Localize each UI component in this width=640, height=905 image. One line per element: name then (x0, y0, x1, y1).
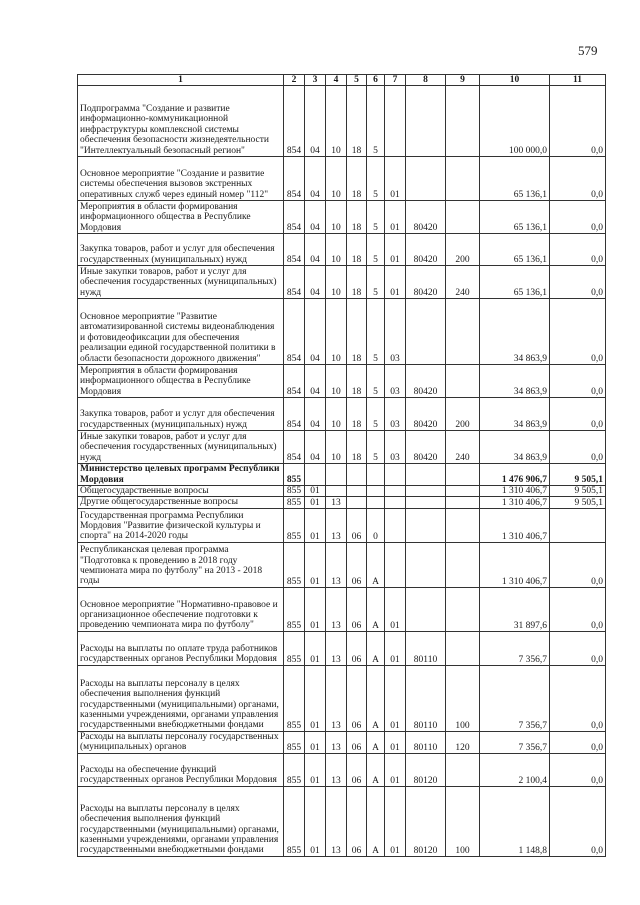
direction-code-cell (406, 542, 446, 587)
event-code-cell: 01 (385, 201, 406, 234)
event-code-cell (385, 508, 406, 542)
table-body (78, 86, 606, 857)
subsection-code-cell: 10 (326, 398, 347, 431)
amount-change-cell: 0,0 (550, 157, 606, 201)
section-code-cell: 01 (305, 786, 326, 856)
expense-type-code-cell (446, 86, 480, 157)
program-code-cell (347, 464, 367, 486)
admin-code-cell: 854 (284, 431, 305, 464)
admin-code-cell: 854 (284, 266, 305, 299)
program-code-cell: 18 (347, 201, 367, 234)
amount-cell: 34 863,9 (480, 398, 550, 431)
program-code-cell (347, 486, 367, 497)
section-code-cell: 01 (305, 497, 326, 508)
amount-cell: 1 310 406,7 (480, 508, 550, 542)
page-number: 579 (578, 43, 598, 58)
row-name: Расходы на выплаты по оплате труда работников государственных органов Республики Мордовия (78, 631, 284, 665)
subprogram-code-cell: 5 (367, 86, 385, 157)
admin-code-cell: 855 (284, 786, 305, 856)
admin-code-cell: 855 (284, 753, 305, 786)
subsection-code-cell: 10 (326, 266, 347, 299)
program-code-cell: 06 (347, 542, 367, 587)
column-header: 11 (550, 75, 606, 86)
subprogram-code-cell: 5 (367, 299, 385, 365)
program-code-cell: 18 (347, 266, 367, 299)
table-row (78, 486, 606, 497)
subsection-code-cell: 10 (326, 157, 347, 201)
direction-code-cell: 80120 (406, 786, 446, 856)
subprogram-code-cell: А (367, 753, 385, 786)
section-code-cell: 04 (305, 365, 326, 398)
admin-code-cell: 855 (284, 731, 305, 753)
row-name: Расходы на выплаты персоналу в целях обеспечения выполнения функций государственными (муниципальными) органами, казенными учреждениями, органами управления государственными внебюджетными фондами (78, 665, 284, 731)
amount-change-cell: 0,0 (550, 731, 606, 753)
table-row (78, 786, 606, 856)
amount-cell: 34 863,9 (480, 365, 550, 398)
row-name: Основное мероприятие "Развитие автоматизированной системы видеонаблюдения и фотовидеофиксации для обеспечения реализации единой государственной политики в области безопасности дорожного движения" (78, 299, 284, 365)
admin-code-cell: 855 (284, 542, 305, 587)
event-code-cell (385, 542, 406, 587)
direction-code-cell (406, 157, 446, 201)
amount-change-cell: 0,0 (550, 266, 606, 299)
amount-cell: 7 356,7 (480, 631, 550, 665)
admin-code-cell: 855 (284, 665, 305, 731)
amount-cell: 1 310 406,7 (480, 486, 550, 497)
table-row (78, 266, 606, 299)
row-name: Иные закупки товаров, работ и услуг для обеспечения государственных (муниципальных) нужд (78, 431, 284, 464)
subprogram-code-cell: 5 (367, 365, 385, 398)
admin-code-cell: 855 (284, 464, 305, 486)
program-code-cell: 06 (347, 731, 367, 753)
section-code-cell: 04 (305, 398, 326, 431)
row-name: Расходы на выплаты персоналу государственных (муниципальных) органов (78, 731, 284, 753)
program-code-cell (347, 497, 367, 508)
column-header: 1 (78, 75, 284, 86)
program-code-cell: 18 (347, 157, 367, 201)
direction-code-cell: 80420 (406, 431, 446, 464)
expense-type-code-cell: 120 (446, 731, 480, 753)
row-name: Иные закупки товаров, работ и услуг для обеспечения государственных (муниципальных) нужд (78, 266, 284, 299)
event-code-cell: 03 (385, 299, 406, 365)
subsection-code-cell: 13 (326, 542, 347, 587)
amount-change-cell: 0,0 (550, 786, 606, 856)
subsection-code-cell: 13 (326, 497, 347, 508)
expense-type-code-cell (446, 299, 480, 365)
row-name: Другие общегосударственные вопросы (78, 497, 284, 508)
event-code-cell (385, 486, 406, 497)
amount-change-cell (550, 508, 606, 542)
table-row (78, 201, 606, 234)
table-row (78, 299, 606, 365)
direction-code-cell (406, 464, 446, 486)
amount-change-cell: 0,0 (550, 753, 606, 786)
row-name: Министерство целевых программ Республики Мордовия (78, 464, 284, 486)
subsection-code-cell: 10 (326, 299, 347, 365)
amount-cell: 65 136,1 (480, 266, 550, 299)
event-code-cell: 01 (385, 587, 406, 631)
program-code-cell: 06 (347, 508, 367, 542)
row-name: Закупка товаров, работ и услуг для обеспечения государственных (муниципальных) нужд (78, 234, 284, 266)
admin-code-cell: 854 (284, 157, 305, 201)
expense-type-code-cell: 240 (446, 266, 480, 299)
direction-code-cell: 80420 (406, 234, 446, 266)
subprogram-code-cell (367, 486, 385, 497)
subprogram-code-cell (367, 464, 385, 486)
event-code-cell: 01 (385, 266, 406, 299)
subprogram-code-cell: 5 (367, 201, 385, 234)
column-header: 3 (305, 75, 326, 86)
subprogram-code-cell: А (367, 731, 385, 753)
section-code-cell: 04 (305, 266, 326, 299)
expense-type-code-cell (446, 753, 480, 786)
table-row (78, 234, 606, 266)
direction-code-cell: 80110 (406, 731, 446, 753)
subprogram-code-cell: А (367, 542, 385, 587)
event-code-cell: 01 (385, 753, 406, 786)
section-code-cell: 04 (305, 157, 326, 201)
section-code-cell: 01 (305, 753, 326, 786)
admin-code-cell: 855 (284, 486, 305, 497)
table-row (78, 587, 606, 631)
amount-change-cell: 0,0 (550, 587, 606, 631)
program-code-cell: 06 (347, 753, 367, 786)
subsection-code-cell: 13 (326, 508, 347, 542)
table-row (78, 731, 606, 753)
column-header: 2 (284, 75, 305, 86)
table-row (78, 508, 606, 542)
amount-change-cell: 0,0 (550, 365, 606, 398)
expense-type-code-cell (446, 365, 480, 398)
row-name: Мероприятия в области формирования информационного общества в Республике Мордовия (78, 365, 284, 398)
column-header: 8 (406, 75, 446, 86)
section-code-cell: 01 (305, 665, 326, 731)
row-name: Мероприятия в области формирования информационного общества в Республике Мордовия (78, 201, 284, 234)
subsection-code-cell: 13 (326, 631, 347, 665)
row-name: Расходы на обеспечение функций государственных органов Республики Мордовия (78, 753, 284, 786)
event-code-cell: 01 (385, 234, 406, 266)
expense-type-code-cell: 100 (446, 786, 480, 856)
column-header: 4 (326, 75, 347, 86)
program-code-cell: 18 (347, 398, 367, 431)
row-name: Общегосударственные вопросы (78, 486, 284, 497)
section-code-cell: 01 (305, 486, 326, 497)
section-code-cell: 04 (305, 201, 326, 234)
expense-type-code-cell: 200 (446, 398, 480, 431)
program-code-cell: 06 (347, 587, 367, 631)
expense-type-code-cell: 240 (446, 431, 480, 464)
amount-change-cell: 9 505,1 (550, 486, 606, 497)
amount-change-cell: 0,0 (550, 234, 606, 266)
subsection-code-cell: 10 (326, 201, 347, 234)
column-header: 9 (446, 75, 480, 86)
subsection-code-cell: 13 (326, 731, 347, 753)
subprogram-code-cell: 5 (367, 398, 385, 431)
event-code-cell: 01 (385, 731, 406, 753)
table-row (78, 497, 606, 508)
section-code-cell: 01 (305, 508, 326, 542)
subprogram-code-cell (367, 497, 385, 508)
subsection-code-cell (326, 464, 347, 486)
column-header: 10 (480, 75, 550, 86)
table-row (78, 753, 606, 786)
amount-change-cell: 0,0 (550, 665, 606, 731)
section-code-cell: 04 (305, 86, 326, 157)
subprogram-code-cell: А (367, 665, 385, 731)
amount-cell: 31 897,6 (480, 587, 550, 631)
subsection-code-cell: 10 (326, 234, 347, 266)
event-code-cell: 03 (385, 431, 406, 464)
event-code-cell: 03 (385, 398, 406, 431)
amount-cell: 7 356,7 (480, 665, 550, 731)
expense-type-code-cell (446, 508, 480, 542)
section-code-cell: 04 (305, 234, 326, 266)
table-row (78, 86, 606, 157)
table-row (78, 665, 606, 731)
section-code-cell (305, 464, 326, 486)
program-code-cell: 18 (347, 86, 367, 157)
amount-cell: 2 100,4 (480, 753, 550, 786)
expense-type-code-cell (446, 631, 480, 665)
column-header: 6 (367, 75, 385, 86)
row-name: Основное мероприятие "Создание и развитие системы обеспечения вызовов экстренных оперативных служб через единый номер "112" (78, 157, 284, 201)
expense-type-code-cell (446, 497, 480, 508)
row-name: Государственная программа Республики Мордовия "Развитие физической культуры и спорта" на 2014-2020 годы (78, 508, 284, 542)
direction-code-cell: 80420 (406, 201, 446, 234)
direction-code-cell: 80420 (406, 398, 446, 431)
direction-code-cell: 80110 (406, 665, 446, 731)
table-row (78, 464, 606, 486)
direction-code-cell: 80120 (406, 753, 446, 786)
expense-type-code-cell (446, 542, 480, 587)
amount-change-cell: 0,0 (550, 542, 606, 587)
amount-cell: 7 356,7 (480, 731, 550, 753)
amount-cell: 34 863,9 (480, 431, 550, 464)
table-row (78, 365, 606, 398)
table-row (78, 431, 606, 464)
subsection-code-cell: 13 (326, 665, 347, 731)
amount-change-cell: 9 505,1 (550, 497, 606, 508)
direction-code-cell: 80420 (406, 365, 446, 398)
amount-cell: 1 310 406,7 (480, 542, 550, 587)
program-code-cell: 18 (347, 431, 367, 464)
admin-code-cell: 854 (284, 365, 305, 398)
subprogram-code-cell: А (367, 631, 385, 665)
subprogram-code-cell: 5 (367, 431, 385, 464)
event-code-cell: 01 (385, 631, 406, 665)
amount-change-cell: 0,0 (550, 431, 606, 464)
amount-change-cell: 0,0 (550, 299, 606, 365)
expense-type-code-cell: 100 (446, 665, 480, 731)
program-code-cell: 18 (347, 234, 367, 266)
event-code-cell (385, 86, 406, 157)
row-name: Республиканская целевая программа "Подготовка к проведению в 2018 году чемпионата мира по футболу" на 2013 - 2018 годы (78, 542, 284, 587)
program-code-cell: 18 (347, 299, 367, 365)
expense-type-code-cell (446, 587, 480, 631)
event-code-cell: 01 (385, 665, 406, 731)
section-code-cell: 01 (305, 587, 326, 631)
subprogram-code-cell: 5 (367, 157, 385, 201)
row-name: Подпрограмма "Создание и развитие информационно-коммуникационной инфраструктуры комплексной системы обеспечения безопасности жизнедеятельности "Интеллектуальный безопасный регион" (78, 86, 284, 157)
amount-change-cell: 9 505,1 (550, 464, 606, 486)
table-row (78, 398, 606, 431)
subprogram-code-cell: 0 (367, 508, 385, 542)
program-code-cell: 18 (347, 365, 367, 398)
amount-cell: 65 136,1 (480, 201, 550, 234)
subsection-code-cell (326, 486, 347, 497)
direction-code-cell (406, 86, 446, 157)
subprogram-code-cell: 5 (367, 266, 385, 299)
subsection-code-cell: 13 (326, 786, 347, 856)
admin-code-cell: 854 (284, 299, 305, 365)
expense-type-code-cell (446, 464, 480, 486)
event-code-cell: 03 (385, 365, 406, 398)
direction-code-cell: 80420 (406, 266, 446, 299)
section-code-cell: 01 (305, 542, 326, 587)
amount-cell: 34 863,9 (480, 299, 550, 365)
table-row (78, 542, 606, 587)
direction-code-cell: 80110 (406, 631, 446, 665)
subsection-code-cell: 10 (326, 86, 347, 157)
subprogram-code-cell: А (367, 587, 385, 631)
section-code-cell: 04 (305, 299, 326, 365)
expense-type-code-cell (446, 486, 480, 497)
admin-code-cell: 855 (284, 587, 305, 631)
direction-code-cell (406, 587, 446, 631)
expense-type-code-cell (446, 157, 480, 201)
amount-cell: 1 310 406,7 (480, 497, 550, 508)
header-row (78, 75, 606, 86)
amount-cell: 65 136,1 (480, 234, 550, 266)
admin-code-cell: 854 (284, 234, 305, 266)
column-header: 7 (385, 75, 406, 86)
row-name: Расходы на выплаты персоналу в целях обеспечения выполнения функций государственными (муниципальными) органами, казенными учреждениями, органами управления государственными внебюджетными фондами (78, 786, 284, 856)
direction-code-cell (406, 497, 446, 508)
row-name: Основное мероприятие "Нормативно-правовое и организационное обеспечение подготовки к проведению чемпионата мира по футболу" (78, 587, 284, 631)
amount-change-cell: 0,0 (550, 201, 606, 234)
amount-cell: 1 148,8 (480, 786, 550, 856)
program-code-cell: 06 (347, 786, 367, 856)
direction-code-cell (406, 508, 446, 542)
section-code-cell: 04 (305, 431, 326, 464)
expense-type-code-cell (446, 201, 480, 234)
admin-code-cell: 855 (284, 508, 305, 542)
admin-code-cell: 855 (284, 631, 305, 665)
event-code-cell: 01 (385, 157, 406, 201)
amount-change-cell: 0,0 (550, 86, 606, 157)
section-code-cell: 01 (305, 731, 326, 753)
admin-code-cell: 855 (284, 497, 305, 508)
amount-change-cell: 0,0 (550, 398, 606, 431)
subprogram-code-cell: А (367, 786, 385, 856)
table-row (78, 631, 606, 665)
direction-code-cell (406, 486, 446, 497)
admin-code-cell: 854 (284, 201, 305, 234)
column-header: 5 (347, 75, 367, 86)
admin-code-cell: 854 (284, 398, 305, 431)
budget-table (77, 74, 606, 857)
amount-cell: 100 000,0 (480, 86, 550, 157)
event-code-cell (385, 464, 406, 486)
section-code-cell: 01 (305, 631, 326, 665)
row-name: Закупка товаров, работ и услуг для обеспечения государственных (муниципальных) нужд (78, 398, 284, 431)
subsection-code-cell: 13 (326, 753, 347, 786)
table-row (78, 157, 606, 201)
expense-type-code-cell: 200 (446, 234, 480, 266)
subsection-code-cell: 10 (326, 431, 347, 464)
amount-change-cell: 0,0 (550, 631, 606, 665)
subsection-code-cell: 10 (326, 365, 347, 398)
subprogram-code-cell: 5 (367, 234, 385, 266)
admin-code-cell: 854 (284, 86, 305, 157)
amount-cell: 65 136,1 (480, 157, 550, 201)
subsection-code-cell: 13 (326, 587, 347, 631)
event-code-cell: 01 (385, 786, 406, 856)
amount-cell: 1 476 906,7 (480, 464, 550, 486)
event-code-cell (385, 497, 406, 508)
program-code-cell: 06 (347, 665, 367, 731)
program-code-cell: 06 (347, 631, 367, 665)
direction-code-cell (406, 299, 446, 365)
